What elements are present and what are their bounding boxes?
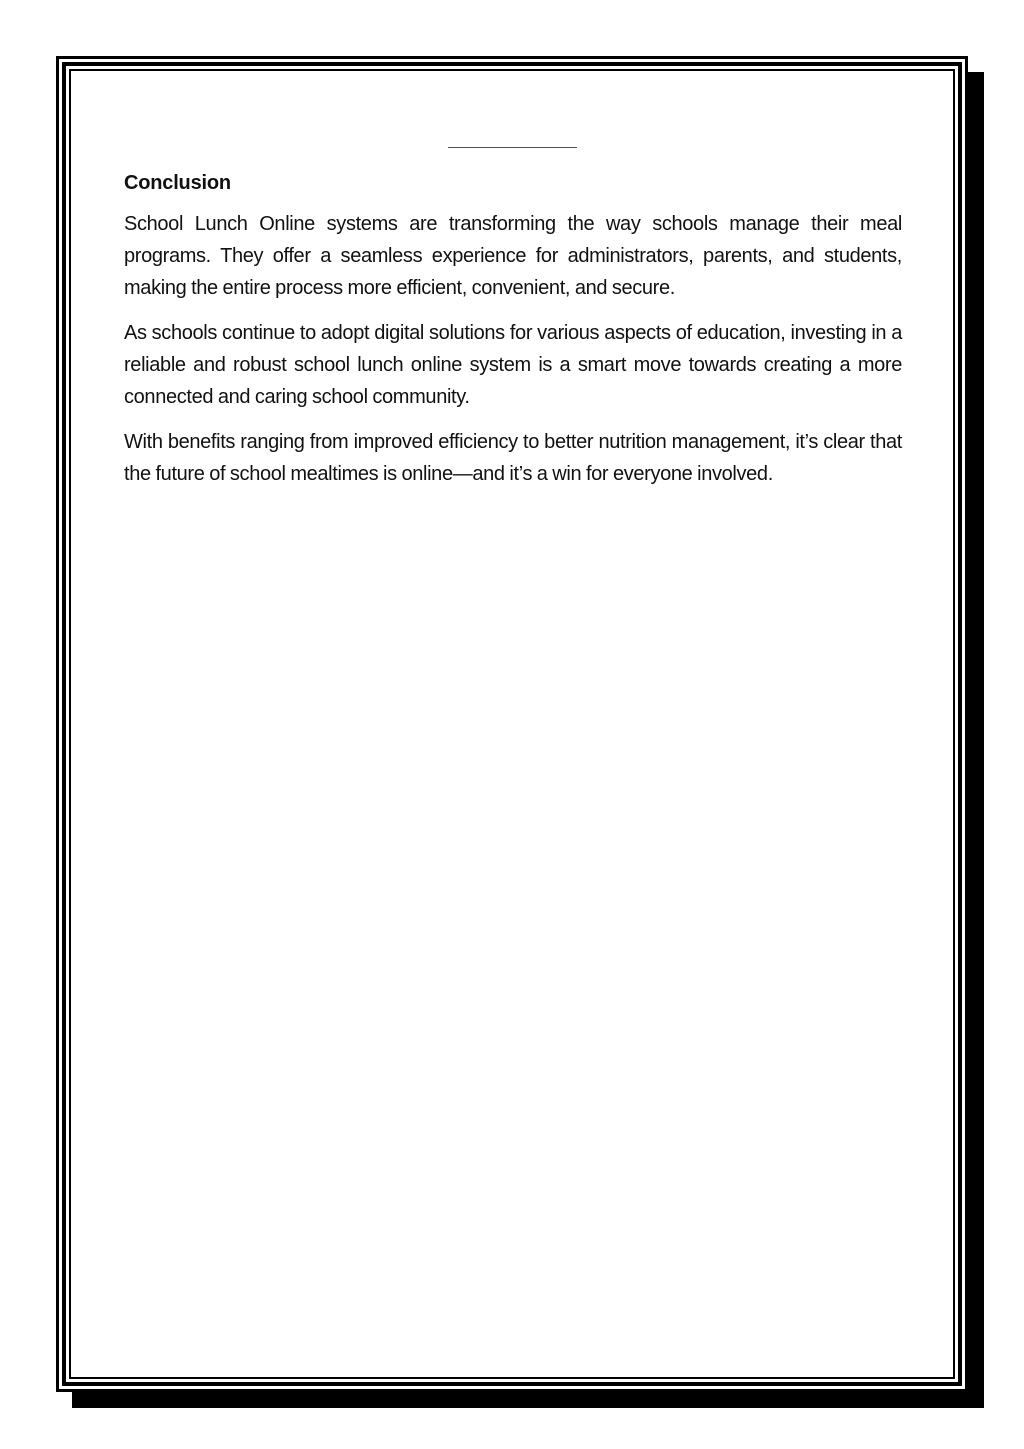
paragraph-3: With benefits ranging from improved efficiency to better nutrition management, it’s clear that the future of school mealtimes is online—and it’s a win for everyone involved. bbox=[124, 431, 902, 485]
paragraph-1: School Lunch Online systems are transforming the way schools manage their meal programs. They offer a seamless experience for administrators, parents, and students, making the entire process more efficient, convenient, and secure. bbox=[124, 213, 902, 299]
section-heading: Conclusion bbox=[124, 172, 231, 194]
paragraph-2: As schools continue to adopt digital solutions for various aspects of education, investing in a reliable and robust school lunch online system is a smart move towards creating a more connected and caring school community. bbox=[124, 322, 902, 408]
header-rule bbox=[448, 147, 577, 148]
document-body bbox=[124, 168, 902, 503]
